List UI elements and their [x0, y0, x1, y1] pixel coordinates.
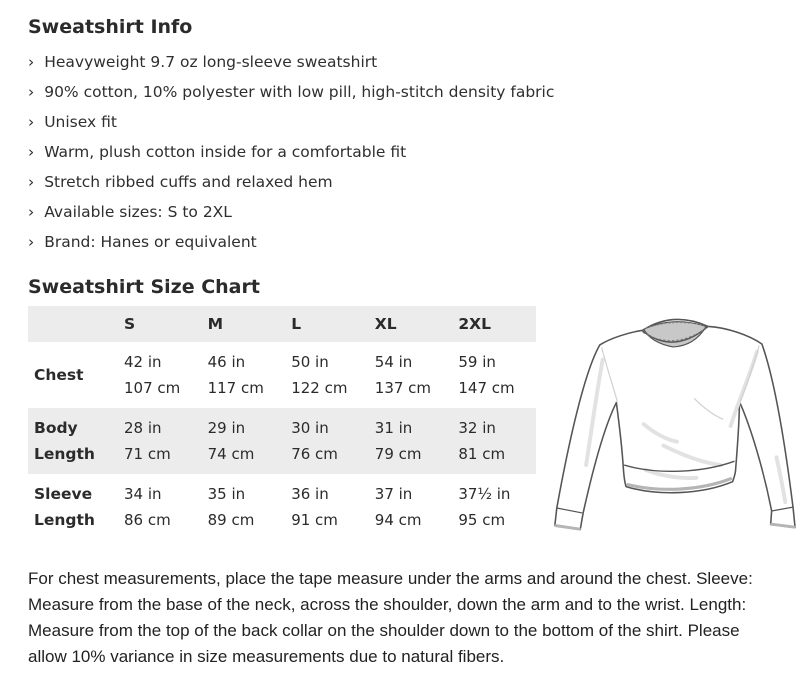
measurement-cell [285, 474, 369, 540]
size-chart-header-row [28, 306, 536, 342]
measurement-cm: 79 cm [374, 445, 422, 463]
bullet-arrow-icon: › [28, 83, 35, 101]
measurement-cm: 147 cm [458, 379, 515, 397]
measurement-cm: 89 cm [207, 511, 255, 529]
measurement-cm: 81 cm [458, 445, 506, 463]
bullet-text: Brand: Hanes or equivalent [44, 233, 257, 251]
bullet-text: Unisex fit [44, 113, 117, 131]
measurement-cm: 94 cm [374, 511, 422, 529]
bullet-arrow-icon: › [28, 113, 35, 131]
measurement-cm: 122 cm [291, 379, 348, 397]
bullet-text: Available sizes: S to 2XL [44, 203, 232, 221]
bullet-text: Stretch ribbed cuffs and relaxed hem [44, 173, 333, 191]
measurement-cell [369, 474, 453, 540]
bullet-arrow-icon: › [28, 53, 35, 71]
measurement-cell [285, 342, 369, 408]
measurement-in: 54 in [374, 353, 413, 371]
list-item [28, 82, 772, 102]
bullet-text: 90% cotton, 10% polyester with low pill, high-stitch density fabric [44, 83, 555, 101]
measurement-in: 31 in [374, 419, 413, 437]
info-section-title: Sweatshirt Info [28, 16, 193, 38]
bullet-arrow-icon: › [28, 233, 35, 251]
measurement-cell [452, 342, 536, 408]
measurement-in: 59 in [458, 353, 496, 371]
measurement-cm: 107 cm [124, 379, 181, 397]
list-item [28, 52, 772, 72]
measurement-cm: 95 cm [458, 511, 506, 529]
list-item [28, 172, 772, 192]
column-header-s: S [118, 306, 202, 342]
measurement-in: 37½ in [458, 485, 511, 503]
measurement-in: 36 in [291, 485, 329, 503]
size-chart-title: Sweatshirt Size Chart [28, 276, 260, 298]
measurement-cm: 86 cm [124, 511, 171, 529]
measurement-in: 42 in [124, 353, 162, 371]
row-label: Chest [34, 366, 84, 384]
list-item [28, 142, 772, 162]
measurement-cm: 137 cm [374, 379, 432, 397]
table-row-chest [28, 342, 536, 408]
list-item [28, 232, 772, 252]
corner-cell [28, 306, 118, 342]
measurement-cell [202, 474, 286, 540]
bullet-text: Warm, plush cotton inside for a comfortable fit [44, 143, 407, 161]
measurement-in: 28 in [124, 419, 162, 437]
sweatshirt-drawing-svg [548, 308, 798, 546]
table-row-sleeve-length [28, 474, 536, 540]
measurement-cm: 91 cm [291, 511, 338, 529]
measurement-cell [118, 342, 202, 408]
size-chart-area [28, 306, 772, 550]
bullet-arrow-icon: › [28, 143, 35, 161]
list-item [28, 202, 772, 222]
measurement-in: 50 in [291, 353, 329, 371]
column-header-l: L [285, 306, 369, 342]
bullet-text: Heavyweight 9.7 oz long-sleeve sweatshirt [44, 53, 378, 71]
measurement-in: 34 in [124, 485, 162, 503]
measurement-in: 37 in [374, 485, 413, 503]
column-header-xl: XL [369, 306, 453, 342]
measurement-cm: 76 cm [291, 445, 338, 463]
measurement-cell [452, 474, 536, 540]
measurement-cell [369, 342, 453, 408]
measurement-cell [118, 474, 202, 540]
column-header-m: M [202, 306, 286, 342]
measurement-cell [202, 342, 286, 408]
measurement-in: 32 in [458, 419, 496, 437]
measurement-cell [452, 408, 536, 474]
bullet-arrow-icon: › [28, 173, 35, 191]
bullet-arrow-icon: › [28, 203, 35, 221]
measurement-cell [285, 408, 369, 474]
table-row-body-length [28, 408, 536, 474]
measurement-cm: 74 cm [207, 445, 255, 463]
measurement-cell [369, 408, 453, 474]
column-header-2xl: 2XL [452, 306, 536, 342]
measurement-in: 46 in [207, 353, 246, 371]
measurement-in: 29 in [207, 419, 246, 437]
sweatshirt-illustration [548, 308, 798, 550]
measurement-cell [118, 408, 202, 474]
measurement-in: 30 in [291, 419, 329, 437]
row-label: Sleeve Length [34, 485, 95, 529]
size-chart-table [28, 306, 536, 540]
measurement-cm: 71 cm [124, 445, 171, 463]
measurement-in: 35 in [207, 485, 246, 503]
measurement-cell [202, 408, 286, 474]
measurement-cm: 117 cm [207, 379, 264, 397]
measurement-instructions: For chest measurements, place the tape measure under the arms and around the chest. Sleeve: Measure from the base of the neck, across the shoulder, down the arm and to the wrist. Length: Measure from the top of the back collar on the shoulder down to the bottom of the shirt. Please allow 10% variance in size measurements due to natural fibers. [28, 569, 753, 666]
info-bullet-list [28, 52, 772, 252]
row-label: Body Length [34, 419, 95, 463]
list-item [28, 112, 772, 132]
